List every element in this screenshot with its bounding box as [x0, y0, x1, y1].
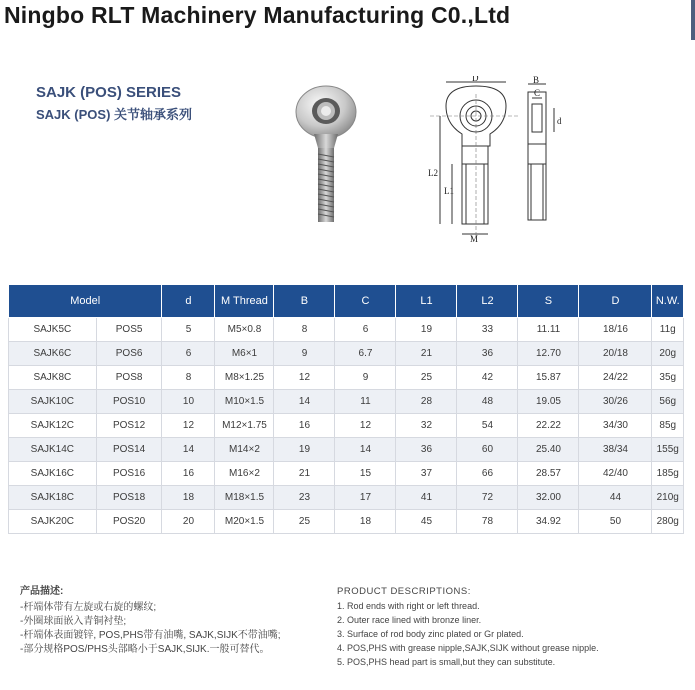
table-cell: 33: [457, 318, 518, 342]
table-cell: 280g: [652, 510, 684, 534]
table-cell: 36: [457, 342, 518, 366]
description-cn-line: -外圈球面嵌入青铜衬垫;: [20, 616, 127, 627]
table-cell: SAJK18C: [9, 486, 97, 510]
table-cell: POS20: [96, 510, 162, 534]
edge-accent-bar: [691, 0, 695, 40]
dim-label-L2: L2: [428, 168, 438, 178]
table-cell: SAJK5C: [9, 318, 97, 342]
col-header-model: Model: [9, 285, 162, 318]
description-cn-heading: 产品描述:: [20, 586, 64, 597]
table-cell: M20×1.5: [215, 510, 274, 534]
table-cell: M10×1.5: [215, 390, 274, 414]
table-cell: 12: [162, 414, 215, 438]
table-cell: 14: [274, 390, 335, 414]
table-cell: 15: [335, 462, 396, 486]
table-cell: 45: [396, 510, 457, 534]
table-cell: POS5: [96, 318, 162, 342]
table-cell: 36: [396, 438, 457, 462]
series-title-en: SAJK (POS) SERIES: [36, 84, 182, 101]
table-cell: 8: [274, 318, 335, 342]
description-en-line: 5. POS,PHS head part is small,but they can substitute.: [337, 657, 556, 667]
table-cell: SAJK12C: [9, 414, 97, 438]
table-cell: 50: [579, 510, 652, 534]
table-cell: SAJK8C: [9, 366, 97, 390]
table-header-row: [9, 285, 684, 318]
col-header-nw: N.W.: [652, 285, 684, 318]
table-cell: 35g: [652, 366, 684, 390]
table-cell: 32: [396, 414, 457, 438]
table-cell: 48: [457, 390, 518, 414]
dim-label-C: C: [534, 88, 541, 98]
table-cell: 9: [274, 342, 335, 366]
table-cell: 44: [579, 486, 652, 510]
table-cell: 24/22: [579, 366, 652, 390]
description-cn-line: -杆端体表面镀锌, POS,PHS带有油嘴, SAJK,SIJK不带油嘴;: [20, 630, 281, 641]
table-row: [9, 318, 684, 342]
table-cell: 9: [335, 366, 396, 390]
table-cell: SAJK20C: [9, 510, 97, 534]
table-cell: 34.92: [518, 510, 579, 534]
table-cell: 42: [457, 366, 518, 390]
table-cell: M16×2: [215, 462, 274, 486]
table-cell: 15.87: [518, 366, 579, 390]
table-cell: 12: [274, 366, 335, 390]
table-cell: 56g: [652, 390, 684, 414]
table-cell: 11: [335, 390, 396, 414]
table-cell: POS18: [96, 486, 162, 510]
col-header-D: D: [579, 285, 652, 318]
table-row: [9, 486, 684, 510]
table-cell: 32.00: [518, 486, 579, 510]
rod-end-photo: [286, 78, 366, 228]
col-header-c: C: [335, 285, 396, 318]
description-en-line: 1. Rod ends with right or left thread.: [337, 601, 480, 611]
table-cell: 54: [457, 414, 518, 438]
description-en-line: 2. Outer race lined with bronze liner.: [337, 615, 482, 625]
table-cell: 72: [457, 486, 518, 510]
table-cell: M8×1.25: [215, 366, 274, 390]
table-cell: 12: [335, 414, 396, 438]
table-cell: 16: [274, 414, 335, 438]
table-cell: M14×2: [215, 438, 274, 462]
table-cell: 20/18: [579, 342, 652, 366]
table-cell: 21: [396, 342, 457, 366]
dim-label-L1: L1: [444, 186, 454, 196]
table-cell: M12×1.75: [215, 414, 274, 438]
description-cn-line: -杆端体带有左旋或右旋的螺纹;: [20, 602, 157, 613]
table-cell: 210g: [652, 486, 684, 510]
col-header-m-thread: M Thread: [215, 285, 274, 318]
table-cell: 66: [457, 462, 518, 486]
table-cell: POS16: [96, 462, 162, 486]
table-row: [9, 390, 684, 414]
table-cell: 85g: [652, 414, 684, 438]
table-cell: SAJK10C: [9, 390, 97, 414]
table-cell: 18/16: [579, 318, 652, 342]
table-cell: 25: [396, 366, 457, 390]
table-cell: 11.11: [518, 318, 579, 342]
table-cell: 5: [162, 318, 215, 342]
table-cell: 14: [335, 438, 396, 462]
table-row: [9, 366, 684, 390]
table-cell: 30/26: [579, 390, 652, 414]
description-en-heading: PRODUCT DESCRIPTIONS:: [337, 586, 471, 597]
company-title: Ningbo RLT Machinery Manufacturing C0.,Ltd: [4, 2, 511, 28]
description-en-line: 3. Surface of rod body zinc plated or Gr plated.: [337, 629, 524, 639]
spec-table: [8, 284, 684, 534]
table-cell: SAJK14C: [9, 438, 97, 462]
table-cell: 23: [274, 486, 335, 510]
table-row: [9, 462, 684, 486]
table-cell: POS6: [96, 342, 162, 366]
table-cell: 11g: [652, 318, 684, 342]
table-cell: 28.57: [518, 462, 579, 486]
table-row: [9, 342, 684, 366]
table-cell: 37: [396, 462, 457, 486]
dim-label-B: B: [533, 76, 540, 85]
table-cell: SAJK16C: [9, 462, 97, 486]
table-cell: 12.70: [518, 342, 579, 366]
table-cell: M6×1: [215, 342, 274, 366]
col-header-l2: L2: [457, 285, 518, 318]
table-cell: SAJK6C: [9, 342, 97, 366]
table-cell: 22.22: [518, 414, 579, 438]
table-cell: POS12: [96, 414, 162, 438]
table-cell: 6.7: [335, 342, 396, 366]
table-cell: POS14: [96, 438, 162, 462]
dim-label-M: M: [470, 234, 479, 242]
technical-drawing: [420, 76, 600, 242]
dim-label-d: d: [557, 116, 562, 126]
table-cell: 8: [162, 366, 215, 390]
table-row: [9, 438, 684, 462]
table-cell: 20: [162, 510, 215, 534]
table-cell: POS10: [96, 390, 162, 414]
table-cell: 6: [162, 342, 215, 366]
table-cell: 41: [396, 486, 457, 510]
description-cn: [20, 585, 281, 657]
table-cell: 28: [396, 390, 457, 414]
table-cell: 19: [396, 318, 457, 342]
dim-label-D: D: [472, 76, 479, 83]
table-cell: 17: [335, 486, 396, 510]
table-cell: 14: [162, 438, 215, 462]
table-cell: 42/40: [579, 462, 652, 486]
table-cell: 19.05: [518, 390, 579, 414]
table-cell: 20g: [652, 342, 684, 366]
col-header-b: B: [274, 285, 335, 318]
table-cell: 78: [457, 510, 518, 534]
table-cell: POS8: [96, 366, 162, 390]
description-en-line: 4. POS,PHS with grease nipple,SAJK,SIJK without grease nipple.: [337, 643, 599, 653]
table-cell: 6: [335, 318, 396, 342]
table-row: [9, 510, 684, 534]
table-cell: 21: [274, 462, 335, 486]
table-cell: 25: [274, 510, 335, 534]
table-cell: 38/34: [579, 438, 652, 462]
table-cell: M5×0.8: [215, 318, 274, 342]
table-cell: 25.40: [518, 438, 579, 462]
table-cell: 19: [274, 438, 335, 462]
col-header-l1: L1: [396, 285, 457, 318]
col-header-d: d: [162, 285, 215, 318]
description-en: [337, 585, 599, 669]
table-cell: M18×1.5: [215, 486, 274, 510]
description-cn-line: -部分规格POS/PHS头部略小于SAJK,SIJK.一般可替代。: [20, 644, 270, 655]
col-header-s: S: [518, 285, 579, 318]
table-row: [9, 414, 684, 438]
table-cell: 10: [162, 390, 215, 414]
table-cell: 185g: [652, 462, 684, 486]
series-title-cn: SAJK (POS) 关节轴承系列: [36, 107, 193, 122]
table-cell: 60: [457, 438, 518, 462]
table-cell: 18: [335, 510, 396, 534]
table-cell: 34/30: [579, 414, 652, 438]
table-cell: 155g: [652, 438, 684, 462]
table-cell: 18: [162, 486, 215, 510]
table-cell: 16: [162, 462, 215, 486]
